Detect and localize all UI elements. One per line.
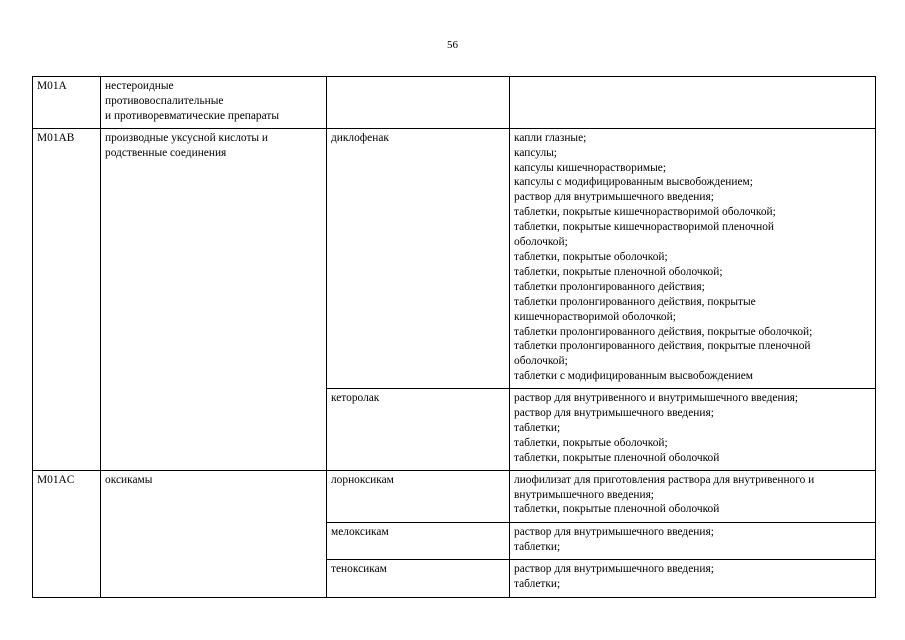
table-row [33, 470, 876, 522]
dosage-form-line: таблетки; [514, 421, 561, 434]
table-row [33, 128, 876, 388]
dosage-form-line: таблетки с модифицированным высвобождением [514, 370, 753, 383]
dosage-form-line: раствор для внутримышечного введения; [514, 525, 714, 538]
group-name-line: и противоревматические препараты [105, 109, 279, 122]
group-name-line: производные уксусной кислоты и [105, 131, 269, 144]
group-name-cell [101, 470, 327, 597]
drug-registry-table [32, 76, 876, 598]
dosage-form-line: таблетки; [514, 577, 561, 590]
dosage-form-line: внутримышечного введения; [514, 488, 654, 501]
dosage-form-line: раствор для внутримышечного введения; [514, 191, 714, 204]
dosage-forms-cell [510, 559, 876, 597]
dosage-form-line: таблетки, покрытые оболочкой; [514, 436, 668, 449]
dosage-form-line: капсулы; [514, 146, 557, 159]
dosage-form-line: оболочкой; [514, 355, 568, 368]
atc-code: M01AB [37, 131, 75, 144]
dosage-form-line: капсулы с модифицированным высвобождением; [514, 176, 753, 189]
dosage-form-line: таблетки, покрытые кишечнорастворимой оболочкой; [514, 206, 776, 219]
dosage-form-line: таблетки, покрытые пленочной оболочкой; [514, 265, 723, 278]
dosage-form-line: таблетки пролонгированного действия, покрытые оболочкой; [514, 325, 813, 338]
dosage-form-line: капли глазные; [514, 131, 587, 144]
dosage-form-line: капсулы кишечнорастворимые; [514, 161, 666, 174]
drug-name-cell [327, 389, 510, 471]
atc-code: M01AC [37, 473, 75, 486]
dosage-form-line: таблетки, покрытые пленочной оболочкой [514, 451, 720, 464]
dosage-form-line: кишечнорастворимой оболочкой; [514, 310, 676, 323]
group-name-line: родственные соединения [105, 146, 227, 159]
drug-name: кеторолак [331, 392, 380, 405]
dosage-form-line: раствор для внутривенного и внутримышечного введения; [514, 392, 799, 405]
drug-name-cell [327, 77, 510, 129]
drug-name-cell [327, 470, 510, 522]
dosage-form-line: раствор для внутримышечного введения; [514, 407, 714, 420]
atc-code-cell [33, 128, 101, 470]
atc-code-cell [33, 470, 101, 597]
dosage-form-line: раствор для внутримышечного введения; [514, 562, 714, 575]
drug-name: лорноксикам [331, 473, 394, 486]
dosage-form-line: таблетки, покрытые оболочкой; [514, 250, 668, 263]
dosage-form-line: таблетки; [514, 540, 561, 553]
drug-name: теноксикам [331, 562, 387, 575]
dosage-form-line: оболочкой; [514, 236, 568, 249]
group-name-cell [101, 128, 327, 470]
dosage-form-line: таблетки пролонгированного действия, покрытые [514, 295, 756, 308]
dosage-forms-cell [510, 470, 876, 522]
dosage-form-line: таблетки пролонгированного действия, покрытые пленочной [514, 340, 811, 353]
table-row [33, 77, 876, 129]
dosage-forms-cell [510, 522, 876, 559]
drug-name: диклофенак [331, 131, 389, 144]
dosage-form-line: лиофилизат для приготовления раствора для внутривенного и [514, 473, 815, 486]
drug-name: мелоксикам [331, 525, 389, 538]
dosage-forms-cell [510, 77, 876, 129]
atc-code: M01A [37, 80, 67, 92]
dosage-form-line: таблетки пролонгированного действия; [514, 280, 705, 293]
group-name-line: нестероидные [105, 80, 174, 92]
page-number: 56 [447, 39, 458, 51]
drug-name-cell [327, 128, 510, 388]
atc-code-cell [33, 77, 101, 129]
dosage-forms-cell [510, 389, 876, 471]
drug-name-cell [327, 559, 510, 597]
group-name-cell [101, 77, 327, 129]
dosage-form-line: таблетки, покрытые кишечнорастворимой пленочной [514, 221, 774, 234]
drug-name-cell [327, 522, 510, 559]
dosage-forms-cell [510, 128, 876, 388]
group-name-line: оксикамы [105, 473, 153, 486]
group-name-line: противовоспалительные [105, 94, 224, 107]
dosage-form-line: таблетки, покрытые пленочной оболочкой [514, 503, 720, 516]
